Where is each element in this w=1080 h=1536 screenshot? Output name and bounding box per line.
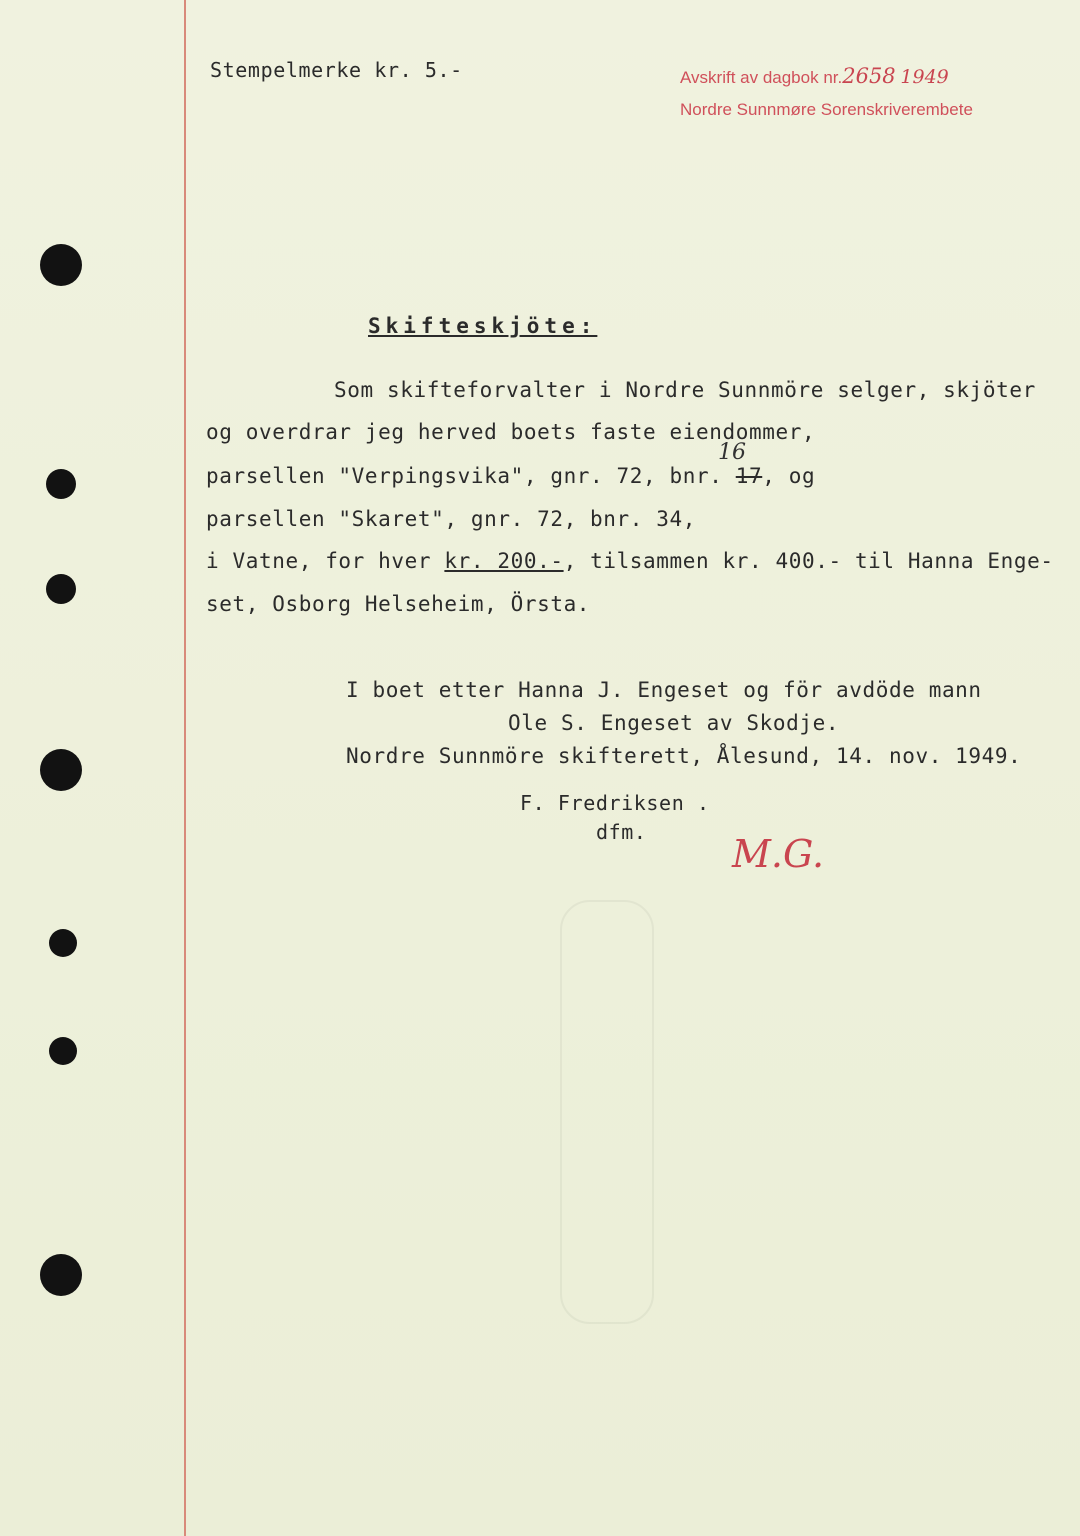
- body-line-2: og overdrar jeg herved boets faste eiendommer,: [206, 420, 816, 444]
- stamp-paper-note: Stempelmerke kr. 5.-: [210, 58, 463, 82]
- body-line-3-end: , og: [762, 464, 816, 488]
- punch-hole: [46, 469, 76, 499]
- body-line-5-end: , tilsammen kr. 400.- til Hanna Enge-: [563, 549, 1054, 573]
- signer-title: dfm.: [596, 820, 647, 844]
- punch-hole: [49, 929, 77, 957]
- body-line-1: Som skifteforvalter i Nordre Sunnmöre selger, skjöter: [334, 378, 1036, 402]
- signer-name: F. Fredriksen .: [520, 791, 710, 815]
- register-stamp-prefix: Avskrift av dagbok nr.: [680, 68, 843, 87]
- closing-line-2: Ole S. Engeset av Skodje.: [508, 711, 840, 735]
- register-stamp: [680, 64, 949, 88]
- correction-number: 16: [718, 440, 746, 465]
- body-line-3-start: parsellen "Verpingsvika", gnr. 72, bnr.: [206, 464, 736, 488]
- closing-line-3: Nordre Sunnmöre skifterett, Ålesund, 14. nov. 1949.: [346, 744, 1022, 768]
- price-each: kr. 200.-: [444, 549, 564, 573]
- handwritten-initials: M.G.: [732, 832, 825, 876]
- body-line-3: [206, 464, 815, 488]
- body-line-5: [206, 549, 1054, 573]
- body-line-6: set, Osborg Helseheim, Örsta.: [206, 592, 591, 616]
- register-office: Nordre Sunnmøre Sorenskriverembete: [680, 100, 973, 119]
- document-title: Skifteskjöte:: [368, 314, 598, 338]
- struck-number: 17: [735, 464, 763, 488]
- punch-hole: [40, 1254, 82, 1296]
- watermark: [560, 900, 654, 1324]
- body-line-5-start: i Vatne, for hver: [206, 549, 445, 573]
- register-number: 2658: [842, 64, 896, 88]
- punch-hole: [49, 1037, 77, 1065]
- closing-line-1: I boet etter Hanna J. Engeset og för avdöde mann: [346, 678, 982, 702]
- register-year: 1949: [900, 66, 949, 88]
- body-line-4: parsellen "Skaret", gnr. 72, bnr. 34,: [206, 507, 696, 531]
- punch-hole: [40, 749, 82, 791]
- margin-line: [184, 0, 186, 1536]
- punch-hole: [40, 244, 82, 286]
- punch-hole: [46, 574, 76, 604]
